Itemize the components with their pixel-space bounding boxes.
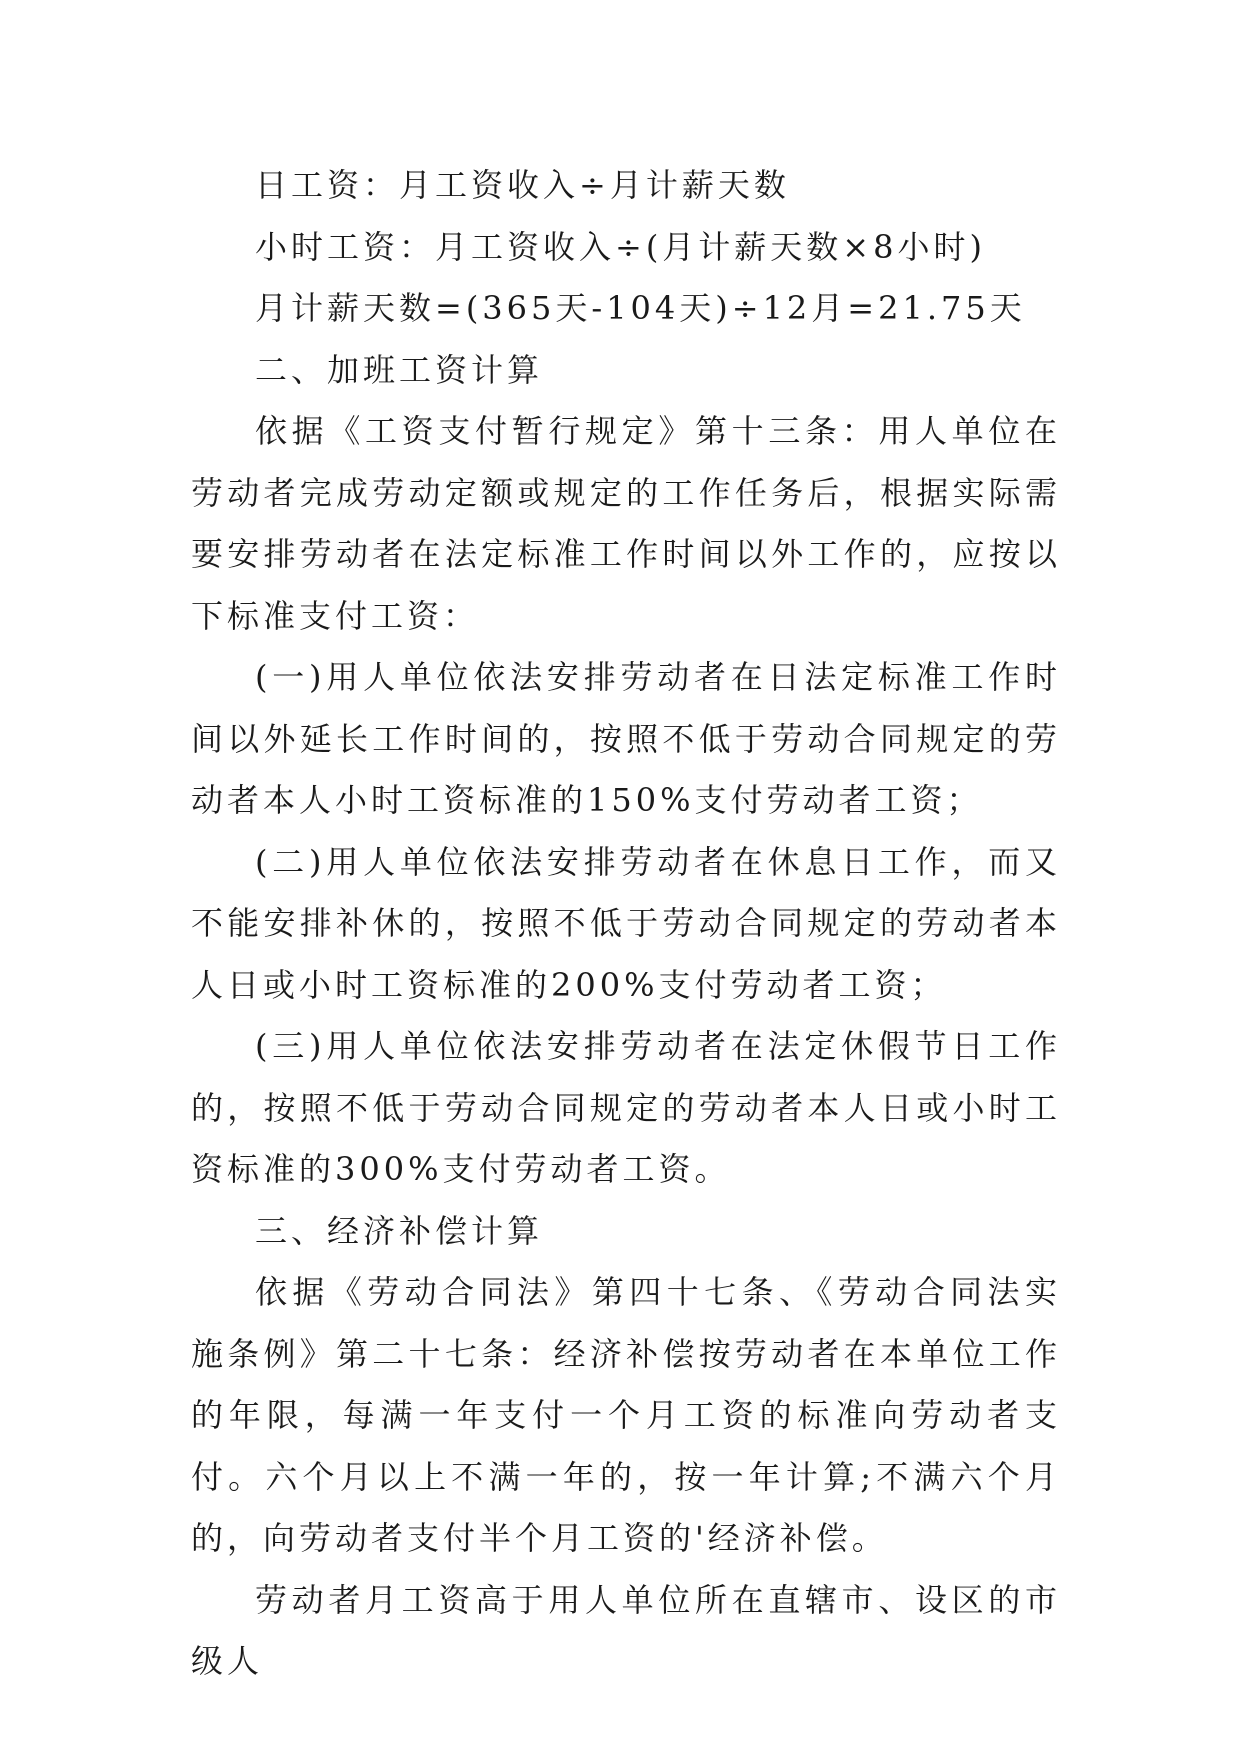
paragraph-compensation-cap: 劳动者月工资高于用人单位所在直辖市、设区的市级人 [191,1580,1061,1680]
paragraph-compensation-basis: 依据《劳动合同法》第四十七条、《劳动合同法实施条例》第二十七条：经济补偿按劳动者在本单位工作的年限，每满一年支付一个月工资的标准向劳动者支付。六个月以上不满一年的，按一年计算;不满六个月的，向劳动者支付半个月工资的'经济补偿。 [191,1273,1061,1557]
paragraph-overtime-item-3: (三)用人单位依法安排劳动者在法定休假节日工作的，按照不低于劳动合同规定的劳动者本人日或小时工资标准的300%支付劳动者工资。 [191,1027,1061,1188]
document-body [191,155,1061,1693]
section-heading-compensation: 三、经济补偿计算 [255,1211,544,1250]
paragraph-overtime-item-1: (一)用人单位依法安排劳动者在日法定标准工作时间以外延长工作时间的，按照不低于劳动合同规定的劳动者本人小时工资标准的150%支付劳动者工资； [191,658,1061,819]
formula-monthly-pay-days: 月计薪天数=(365天-104天)÷12月=21.75天 [255,289,1026,327]
paragraph-overtime-basis: 依据《工资支付暂行规定》第十三条：用人单位在劳动者完成劳动定额或规定的工作任务后，根据实际需要安排劳动者在法定标准工作时间以外工作的，应按以下标准支付工资： [191,412,1061,635]
section-heading-overtime: 二、加班工资计算 [255,350,544,389]
paragraph-overtime-item-2: (二)用人单位依法安排劳动者在休息日工作，而又不能安排补休的，按照不低于劳动合同规定的劳动者本人日或小时工资标准的200%支付劳动者工资； [191,842,1061,1004]
formula-hourly-wage: 小时工资：月工资收入÷(月计薪天数×8小时) [255,227,986,266]
formula-daily-wage: 日工资：月工资收入÷月计薪天数 [255,166,790,204]
